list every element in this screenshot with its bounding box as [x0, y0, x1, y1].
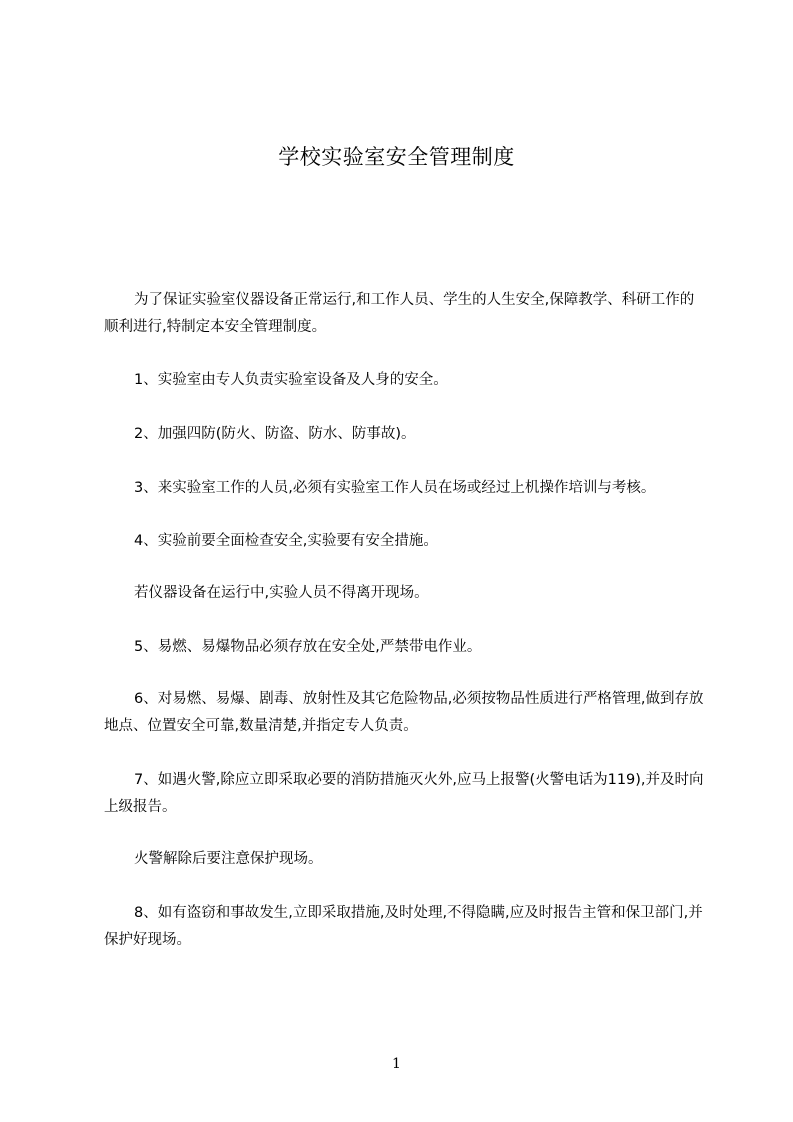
rule-3: 3、来实验室工作的人员,必须有实验室工作人员在场或经过上机操作培训与考核。	[134, 480, 656, 496]
rule-4-note: 若仪器设备在运行中,实验人员不得离开现场。	[134, 585, 429, 601]
document-title: 学校实验室安全管理制度	[278, 145, 515, 169]
rule-4: 4、实验前要全面检查安全,实验要有安全措施。	[134, 533, 438, 549]
rule-5: 5、易燃、易爆物品必须存放在安全处,严禁带电作业。	[134, 639, 482, 655]
intro-paragraph: 为了保证实验室仪器设备正常运行,和工作人员、学生的人生安全,保障教学、科研工作的顺利进行,特制定本安全管理制度。	[104, 292, 695, 335]
rule-6: 6、对易燃、易爆、剧毒、放射性及其它危险物品,必须按物品性质进行严格管理,做到存放地点、位置安全可靠,数量清楚,并指定专人负责。	[104, 691, 704, 734]
page-number: 1	[392, 1056, 401, 1072]
rule-1: 1、实验室由专人负责实验室设备及人身的安全。	[134, 372, 448, 388]
rule-2: 2、加强四防(防火、防盗、防水、防事故)。	[134, 426, 416, 442]
rule-8: 8、如有盗窃和事故发生,立即采取措施,及时处理,不得隐瞒,应及时报告主管和保卫部门,并保护好现场。	[104, 905, 703, 948]
rule-7-note: 火警解除后要注意保护现场。	[134, 851, 323, 867]
rule-7: 7、如遇火警,除应立即采取必要的消防措施灭火外,应马上报警(火警电话为119),并及时向上级报告。	[104, 772, 704, 815]
